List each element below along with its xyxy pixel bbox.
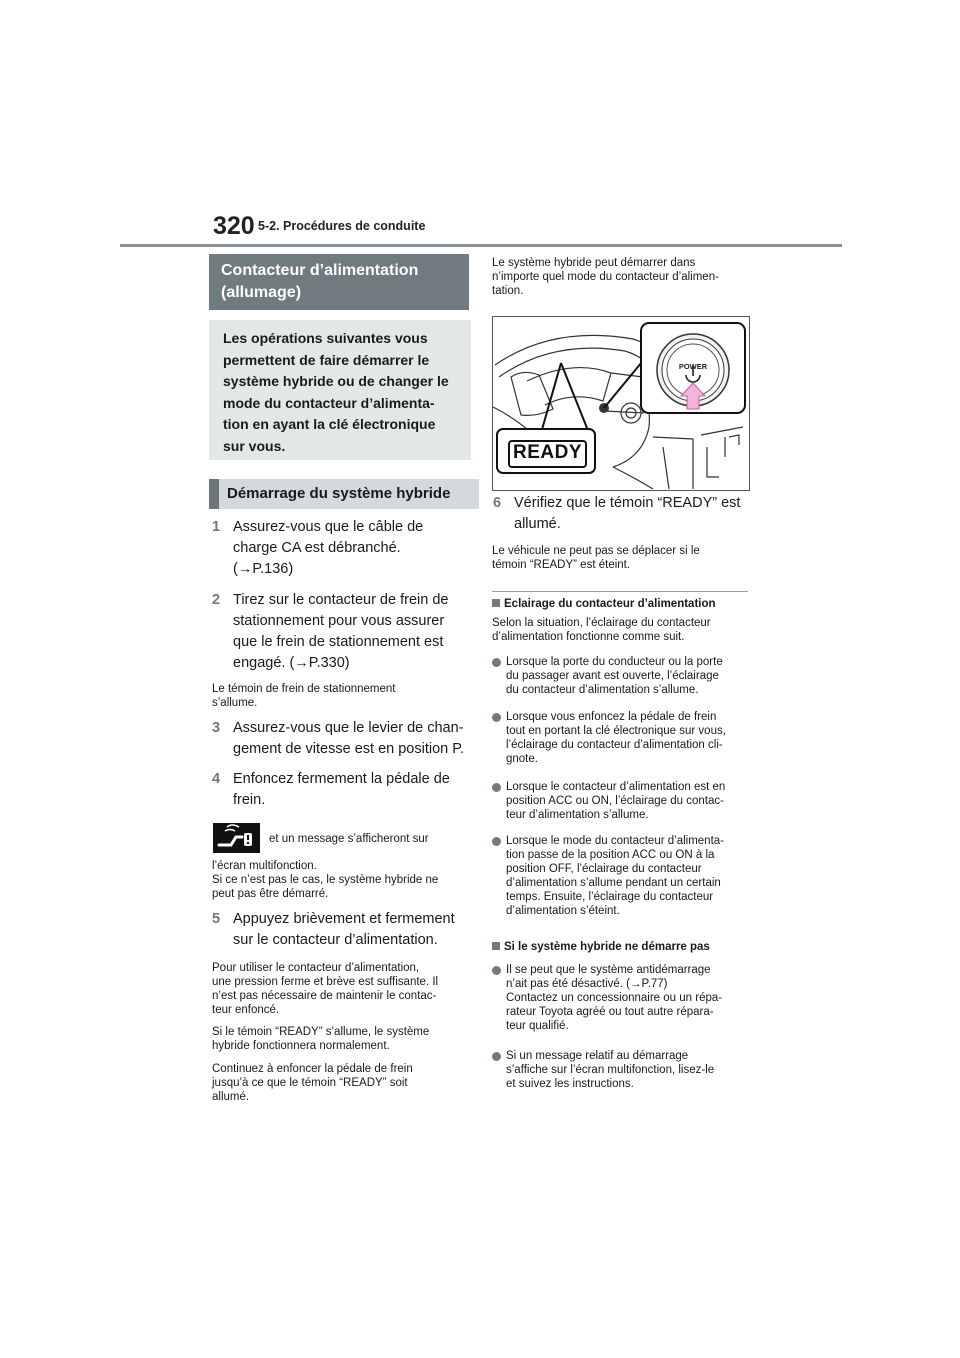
block-title-text: Si le système hybride ne démarre pas xyxy=(504,941,710,953)
step-2 xyxy=(212,590,472,674)
page-ref-link[interactable]: (→P.136) xyxy=(233,561,294,577)
ready-indicator-label: READY xyxy=(512,442,582,463)
bullet-line: Lorsque le mode du contacteur d’alimenta- xyxy=(506,835,724,847)
list-item xyxy=(492,963,754,1033)
para-line: Le système hybride peut démarrer dans xyxy=(492,257,696,269)
note-line: témoin “READY” est éteint. xyxy=(492,559,631,571)
step-line: Enfoncez fermement la pédale de xyxy=(233,771,450,787)
step-line: stationnement pour vous assurer xyxy=(233,613,445,629)
block-title-text: Eclairage du contacteur d’alimentation xyxy=(504,598,716,610)
block-2-title xyxy=(492,940,710,954)
step-number: 6 xyxy=(493,495,502,511)
list-item xyxy=(492,655,754,697)
square-bullet-icon xyxy=(492,599,500,607)
note-line: Continuez à enfoncer la pédale de frein xyxy=(212,1063,413,1075)
intro-line: sur vous. xyxy=(223,437,286,454)
bullet-line: position OFF, l’éclairage du contacteur xyxy=(506,863,702,875)
note-line: l’écran multifonction. xyxy=(212,860,317,872)
para-line: Selon la situation, l’éclairage du contacteur xyxy=(492,617,711,629)
step-line: gement de vitesse est en position P. xyxy=(233,741,465,757)
step-line: charge CA est débranché. xyxy=(233,540,401,556)
bullet-line: position ACC ou ON, l’éclairage du contac- xyxy=(506,795,724,807)
bullet-line: teur qualifié. xyxy=(506,1020,569,1032)
step-3 xyxy=(212,718,472,760)
intro-line: tion en ayant la clé électronique xyxy=(223,416,436,432)
bullet-dot-icon xyxy=(492,783,501,792)
step-line: Appuyez brièvement et fermement xyxy=(233,911,455,927)
section-title xyxy=(209,254,469,310)
para-line: d’alimentation fonctionne comme suit. xyxy=(492,631,685,643)
step-6-note xyxy=(492,544,700,572)
bullet-line: d’alimentation s’allume pendant un certain xyxy=(506,877,721,889)
icon-caption: et un message s’afficheront sur xyxy=(269,833,429,845)
bullet-line: teur d’alimentation s’allume. xyxy=(506,809,649,821)
note-line: une pression ferme et brève est suffisante. Il xyxy=(212,976,439,988)
step-line: sur le contacteur d’alimentation. xyxy=(233,932,438,948)
step-number: 5 xyxy=(212,911,221,927)
bullet-line: s’affiche sur l’écran multifonction, lisez-le xyxy=(506,1064,715,1076)
step-line: Tirez sur le contacteur de frein de xyxy=(233,592,449,608)
bullet-dot-icon xyxy=(492,658,501,667)
step-4-note xyxy=(212,859,438,901)
page-ref-link[interactable]: n’ait pas été désactivé. (→P.77) xyxy=(506,978,668,990)
intro-line: système hybride ou de changer le xyxy=(223,373,449,389)
bullet-dot-icon xyxy=(492,713,501,722)
step-number: 4 xyxy=(212,771,221,787)
note-line: Pour utiliser le contacteur d’alimentation, xyxy=(212,962,420,974)
header-rule xyxy=(120,244,842,247)
note-line: teur enfoncé. xyxy=(212,1004,280,1016)
bullet-line: Contactez un concessionnaire ou un répa- xyxy=(506,992,723,1004)
dashboard-illustration xyxy=(492,316,750,491)
intro-line: mode du contacteur d’alimenta- xyxy=(223,394,435,411)
note-line: Le témoin de frein de stationnement xyxy=(212,683,396,695)
note-line: Si ce n’est pas le cas, le système hybride ne xyxy=(212,874,439,886)
bullet-line: Si un message relatif au démarrage xyxy=(506,1050,689,1062)
bullet-line: du passager avant est ouverte, l’éclairage xyxy=(506,670,719,682)
note-line: Le véhicule ne peut pas se déplacer si le xyxy=(492,545,700,557)
step-line: Vérifiez que le témoin “READY” est xyxy=(514,495,741,511)
power-button-label: POWER xyxy=(678,362,708,371)
block-1-title xyxy=(492,597,716,611)
bullet-line: tout en portant la clé électronique sur vous, xyxy=(506,725,726,737)
step-5-note-1 xyxy=(212,961,438,1017)
para-line: tation. xyxy=(492,285,524,297)
step-line: engagé. (→P.330) xyxy=(233,655,350,671)
note-line: hybride fonctionnera normalement. xyxy=(212,1040,390,1052)
intro-line: Les opérations suivantes vous xyxy=(223,330,428,346)
brake-pedal-indicator-icon xyxy=(213,823,260,853)
intro-box xyxy=(209,320,471,460)
step-line: frein. xyxy=(233,792,266,808)
bullet-line: et suivez les instructions. xyxy=(506,1078,634,1090)
bullet-line: l’éclairage du contacteur d’alimentation cli- xyxy=(506,739,723,751)
step-number: 1 xyxy=(212,519,221,535)
subsection-title: Démarrage du système hybride xyxy=(209,479,479,509)
step-line: que le frein de stationnement est xyxy=(233,634,444,650)
page-number: 320 xyxy=(213,212,255,240)
note-line: s’allume. xyxy=(212,697,258,709)
square-bullet-icon xyxy=(492,942,500,950)
list-item xyxy=(492,710,754,766)
note-line: peut pas être démarré. xyxy=(212,888,329,900)
list-item xyxy=(492,1049,754,1091)
note-line: Si le témoin “READY” s’allume, le système xyxy=(212,1026,430,1038)
step-6 xyxy=(493,493,755,535)
bullet-dot-icon xyxy=(492,1052,501,1061)
bullet-line: tion passe de la position ACC ou ON à la xyxy=(506,849,715,861)
step-1 xyxy=(212,517,472,580)
bullet-line: Lorsque vous enfoncez la pédale de frein xyxy=(506,711,717,723)
step-5-note-3 xyxy=(212,1062,413,1104)
bullet-line: Il se peut que le système antidémarrage xyxy=(506,964,711,976)
bullet-line: Lorsque la porte du conducteur ou la porte xyxy=(506,656,723,668)
step-line: Assurez-vous que le câble de xyxy=(233,519,424,535)
step-line: allumé. xyxy=(514,516,561,532)
note-line: n’est pas nécessaire de maintenir le contac- xyxy=(212,990,437,1002)
intro-line: permettent de faire démarrer le xyxy=(223,351,430,368)
bullet-dot-icon xyxy=(492,966,501,975)
step-line: Assurez-vous que le levier de chan- xyxy=(233,720,464,736)
bullet-line: rateur Toyota agréé ou tout autre répara- xyxy=(506,1006,714,1018)
bullet-line: d’alimentation s’éteint. xyxy=(506,905,620,917)
para-line: n’importe quel mode du contacteur d’alimen- xyxy=(492,271,719,283)
list-item xyxy=(492,834,754,918)
step-number: 2 xyxy=(212,592,221,608)
step-number: 3 xyxy=(212,720,221,736)
chapter-title: 5-2. Procédures de conduite xyxy=(258,219,426,233)
bullet-line: Lorsque le contacteur d’alimentation est en xyxy=(506,781,726,793)
bullet-dot-icon xyxy=(492,837,501,846)
right-intro xyxy=(492,256,719,298)
step-5 xyxy=(212,909,474,951)
block-1-intro xyxy=(492,616,711,644)
step-4 xyxy=(212,769,472,811)
step-2-note xyxy=(212,682,395,710)
bullet-line: du contacteur d’alimentation s’allume. xyxy=(506,684,699,696)
section-title-line: Contacteur d’alimentation xyxy=(221,262,419,279)
section-title-line: (allumage) xyxy=(221,284,302,301)
step-5-note-2 xyxy=(212,1025,429,1053)
section-divider xyxy=(492,591,748,592)
list-item xyxy=(492,780,754,822)
note-line: jusqu’à ce que le témoin “READY” soit xyxy=(212,1077,408,1089)
bullet-line: temps. Ensuite, l’éclairage du contacteur xyxy=(506,891,714,903)
bullet-line: gnote. xyxy=(506,753,538,765)
note-line: allumé. xyxy=(212,1091,250,1103)
